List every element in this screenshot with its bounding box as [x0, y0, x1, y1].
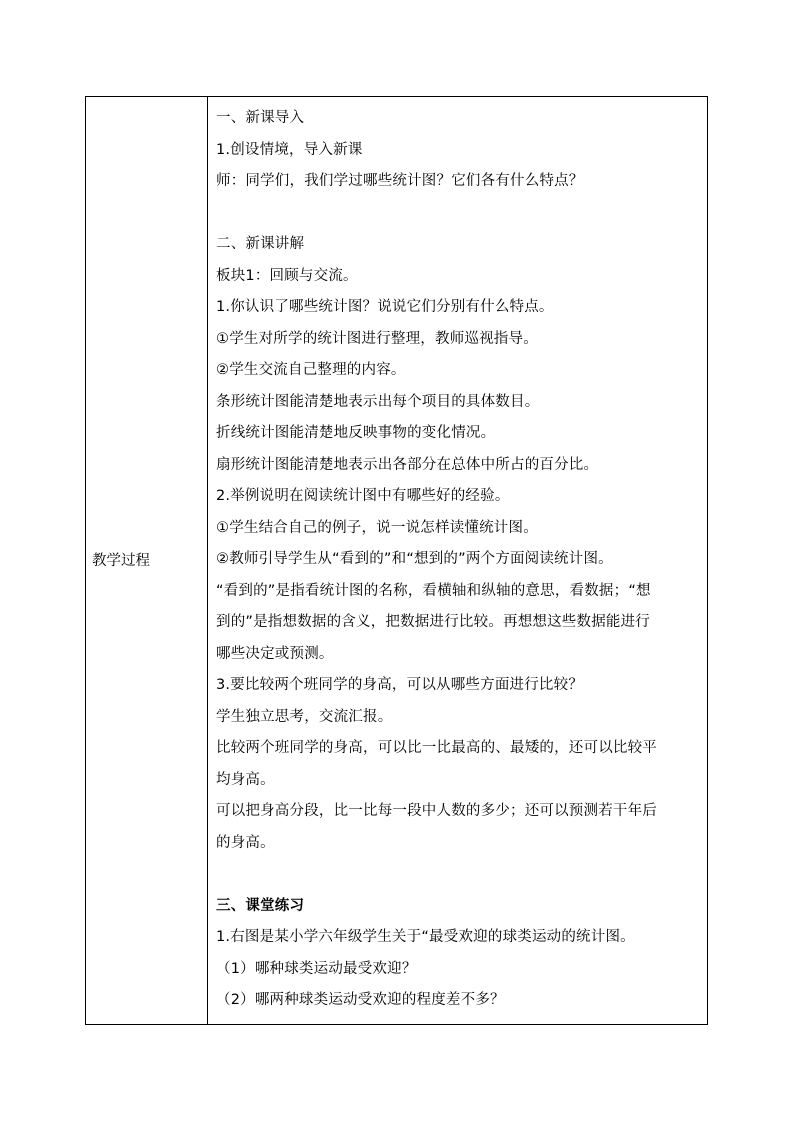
- section-heading: 三、课堂练习: [216, 897, 305, 914]
- content-line: 1.你认识了哪些统计图？说说它们分别有什么特点。: [216, 299, 554, 315]
- content-line: 3.要比较两个班同学的身高，可以从哪些方面进行比较？: [216, 677, 584, 693]
- content-line: 哪些决定或预测。: [216, 645, 334, 662]
- content-cell: [208, 97, 707, 1024]
- content-line: 1.创设情境，导入新课: [216, 141, 363, 158]
- blank-line: [216, 859, 701, 891]
- content-line: （1）哪种球类运动最受欢迎？: [216, 960, 417, 977]
- content-line: 的身高。: [216, 834, 275, 851]
- content-line: 条形统计图能清楚地表示出每个项目的具体数目。: [216, 393, 540, 410]
- content-line: “看到的”是指看统计图的名称，看横轴和纵轴的意思，看数据；“想: [216, 582, 651, 599]
- content-line: 均身高。: [216, 771, 275, 788]
- content-line: 比较两个班同学的身高，可以比一比最高的、最矮的，还可以比较平: [216, 740, 657, 756]
- content-line: 学生独立思考，交流汇报。: [216, 708, 393, 725]
- content-line: 到的”是指想数据的含义，把数据进行比较。再想想这些数据能进行: [216, 614, 651, 630]
- content-line: 板块1：回顾与交流。: [216, 267, 358, 284]
- content-line: 2.举例说明在阅读统计图中有哪些好的经验。: [216, 488, 510, 504]
- content-line: ②教师引导学生从“看到的”和“想到的”两个方面阅读统计图。: [216, 551, 613, 567]
- row-label: 教学过程: [92, 552, 150, 569]
- section-heading: 二、新课讲解: [216, 236, 305, 252]
- blank-line: [216, 198, 701, 230]
- content-line: （2）哪两种球类运动受欢迎的程度差不多？: [216, 992, 505, 1008]
- lesson-table: [85, 96, 708, 1025]
- content-line: 折线统计图能清楚地反映事物的变化情况。: [216, 425, 496, 441]
- content-line: ①学生结合自己的例子，说一说怎样读懂统计图。: [216, 519, 538, 536]
- content-line: 可以把身高分段，比一比每一段中人数的多少；还可以预测若干年后: [216, 803, 657, 819]
- row-label-cell: [86, 97, 208, 1024]
- content-line: ①学生对所学的统计图进行整理，教师巡视指导。: [216, 330, 538, 347]
- content-line: 师：同学们，我们学过哪些统计图？它们各有什么特点？: [216, 173, 584, 189]
- content-line: ②学生交流自己整理的内容。: [216, 362, 406, 378]
- content-line: 1.右图是某小学六年级学生关于“最受欢迎的球类运动的统计图。: [216, 929, 635, 945]
- content-line: 扇形统计图能清楚地表示出各部分在总体中所占的百分比。: [216, 456, 599, 473]
- section-heading: 一、新课导入: [216, 110, 305, 126]
